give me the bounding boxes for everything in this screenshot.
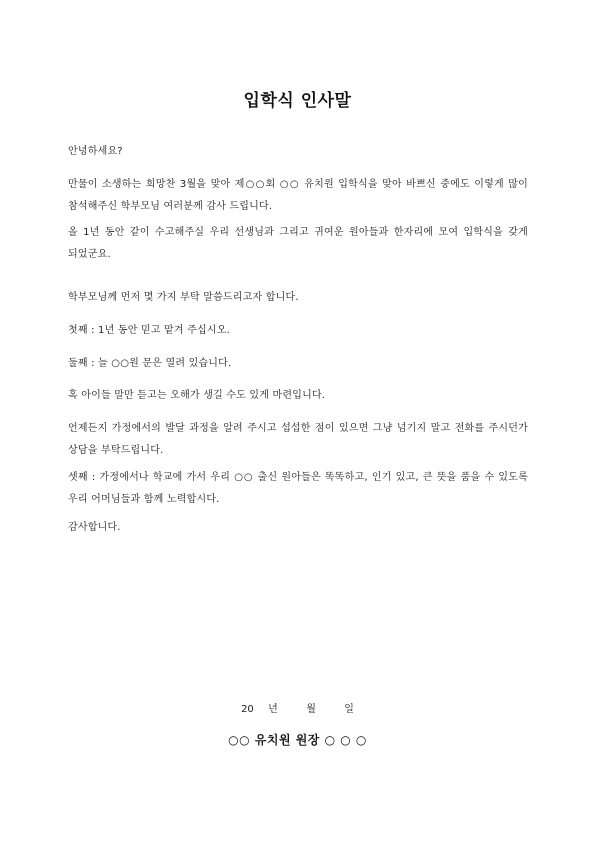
date-year: 20 (241, 704, 254, 715)
contact-paragraph: 언제든지 가정에서의 발달 과정을 알려 주시고 섭섭한 점이 있으면 그냥 넘기지 말고 전화를 주시던가 상담을 부탁드립니다. (68, 423, 528, 456)
misunderstanding-paragraph: 혹 아이들 말만 듣고는 오해가 생길 수도 있게 마련입니다. (68, 390, 326, 401)
document-title: 입학식 인사말 (243, 91, 352, 111)
date-month-unit: 월 (306, 704, 316, 715)
second-request-paragraph: 둘째 : 늘 ○○원 문은 열려 있습니다. (68, 358, 232, 369)
teachers-paragraph: 올 1년 동안 같이 수고해주실 우리 선생님과 그리고 귀여운 원아들과 한자리에 모여 입학식을 갖게 되었군요. (68, 227, 528, 260)
date-day-unit: 일 (344, 704, 354, 715)
signature-line: ○○ 유치원 원장 ○ ○ ○ (228, 733, 367, 747)
intro-paragraph: 만물이 소생하는 희망찬 3월을 맞아 제○○회 ○○ 유치원 입학식을 맞아 바쁘신 중에도 이렇게 많이 참석해주신 학부모님 여러분께 감사 드립니다. (68, 179, 528, 212)
request-intro-paragraph: 학부모님께 먼저 몇 가지 부탁 말씀드리고자 합니다. (68, 292, 299, 303)
date-year-unit: 년 (268, 704, 278, 715)
greeting-paragraph: 안녕하세요? (68, 146, 123, 157)
date-line (0, 700, 595, 715)
third-request-paragraph: 셋째 : 가정에서나 학교에 가서 우리 ○○ 출신 원아들은 똑똑하고, 인기 있고, 큰 뜻을 품을 수 있도록 우리 어머님들과 함께 노력합시다. (68, 472, 528, 505)
thanks-paragraph: 감사합니다. (68, 522, 121, 533)
first-request-paragraph: 첫째 : 1년 동안 믿고 맡겨 주십시오. (68, 325, 230, 336)
